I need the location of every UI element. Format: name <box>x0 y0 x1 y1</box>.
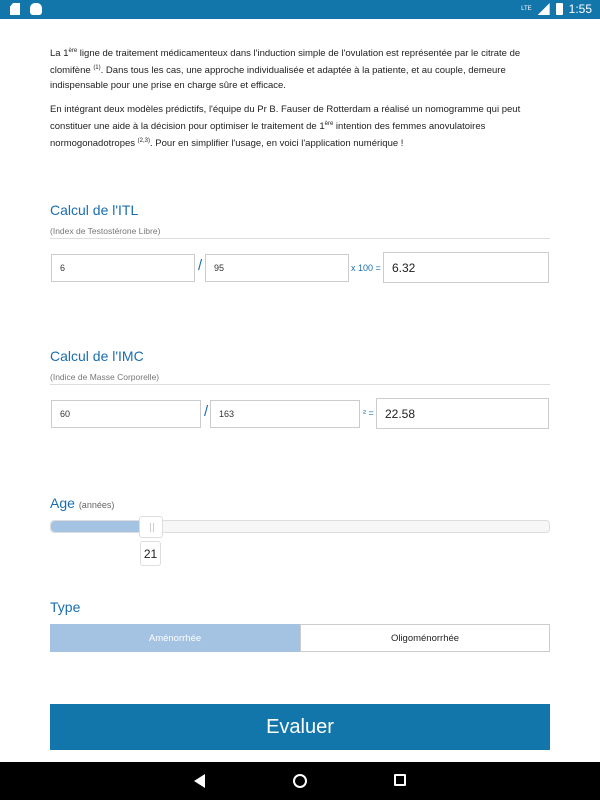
height-input[interactable]: 163 <box>210 400 360 428</box>
divider <box>50 384 550 385</box>
signal-icon <box>538 3 550 15</box>
evaluate-button[interactable]: Evaluer <box>50 704 550 750</box>
clock: 1:55 <box>568 2 592 16</box>
squared-label: ² = <box>363 408 374 418</box>
divide-sign: / <box>198 257 203 274</box>
age-slider[interactable] <box>50 520 550 533</box>
back-icon[interactable] <box>194 774 205 788</box>
slider-thumb[interactable] <box>139 516 163 538</box>
imc-result: 22.58 <box>376 398 549 429</box>
android-icon <box>30 3 42 15</box>
status-bar <box>0 0 600 19</box>
type-title: Type <box>50 599 81 615</box>
testosterone-input[interactable]: 6 <box>51 254 195 282</box>
multiply-label: x 100 = <box>351 263 381 273</box>
intro-paragraph-1: La 1ère ligne de traitement médicamenteux dans l'induction simple de l'ovulation est représentée par le citrate de clomifène $^{(1)}$. Dans tous les cas, une approche individualisée et adaptée à la patiente, et au couple, demeure indispensable pour une prise en charge sûre et efficace. <box>50 48 521 92</box>
itl-title: Calcul de l'ITL <box>50 202 139 218</box>
battery-icon <box>556 3 563 15</box>
type-option-amenorrhee[interactable]: Aménorrhée <box>50 624 300 652</box>
sd-card-icon <box>10 3 20 15</box>
imc-subtitle: (Indice de Masse Corporelle) <box>50 372 160 382</box>
weight-input[interactable]: 60 <box>51 400 201 428</box>
divide-sign: / <box>204 403 209 420</box>
imc-title: Calcul de l'IMC <box>50 348 144 364</box>
type-option-oligomenorrhee[interactable]: Oligoménorrhée <box>300 624 550 652</box>
itl-subtitle: (Index de Testostérone Libre) <box>50 226 161 236</box>
shbg-input[interactable]: 95 <box>205 254 349 282</box>
intro-text <box>50 44 550 161</box>
recents-icon[interactable] <box>394 774 406 786</box>
slider-fill <box>51 521 151 532</box>
itl-result: 6.32 <box>383 252 549 283</box>
intro-paragraph-2: En intégrant deux modèles prédictifs, l'équipe du Pr B. Fauser de Rotterdam a réalisé un nomogramme qui peut constituer une aide à la décision pour optimiser le traitement de 1ère intention des femmes anovulatoires normogonadotropes $^{(2,3)}$. Pour en simplifier l'usage, en voici l'application numérique ! <box>50 104 521 150</box>
age-value: 21 <box>140 541 161 566</box>
age-title: Age (années) <box>50 495 115 511</box>
home-icon[interactable] <box>293 774 307 788</box>
divider <box>50 238 550 239</box>
network-type: LTE <box>521 6 532 12</box>
navigation-bar <box>0 762 600 800</box>
